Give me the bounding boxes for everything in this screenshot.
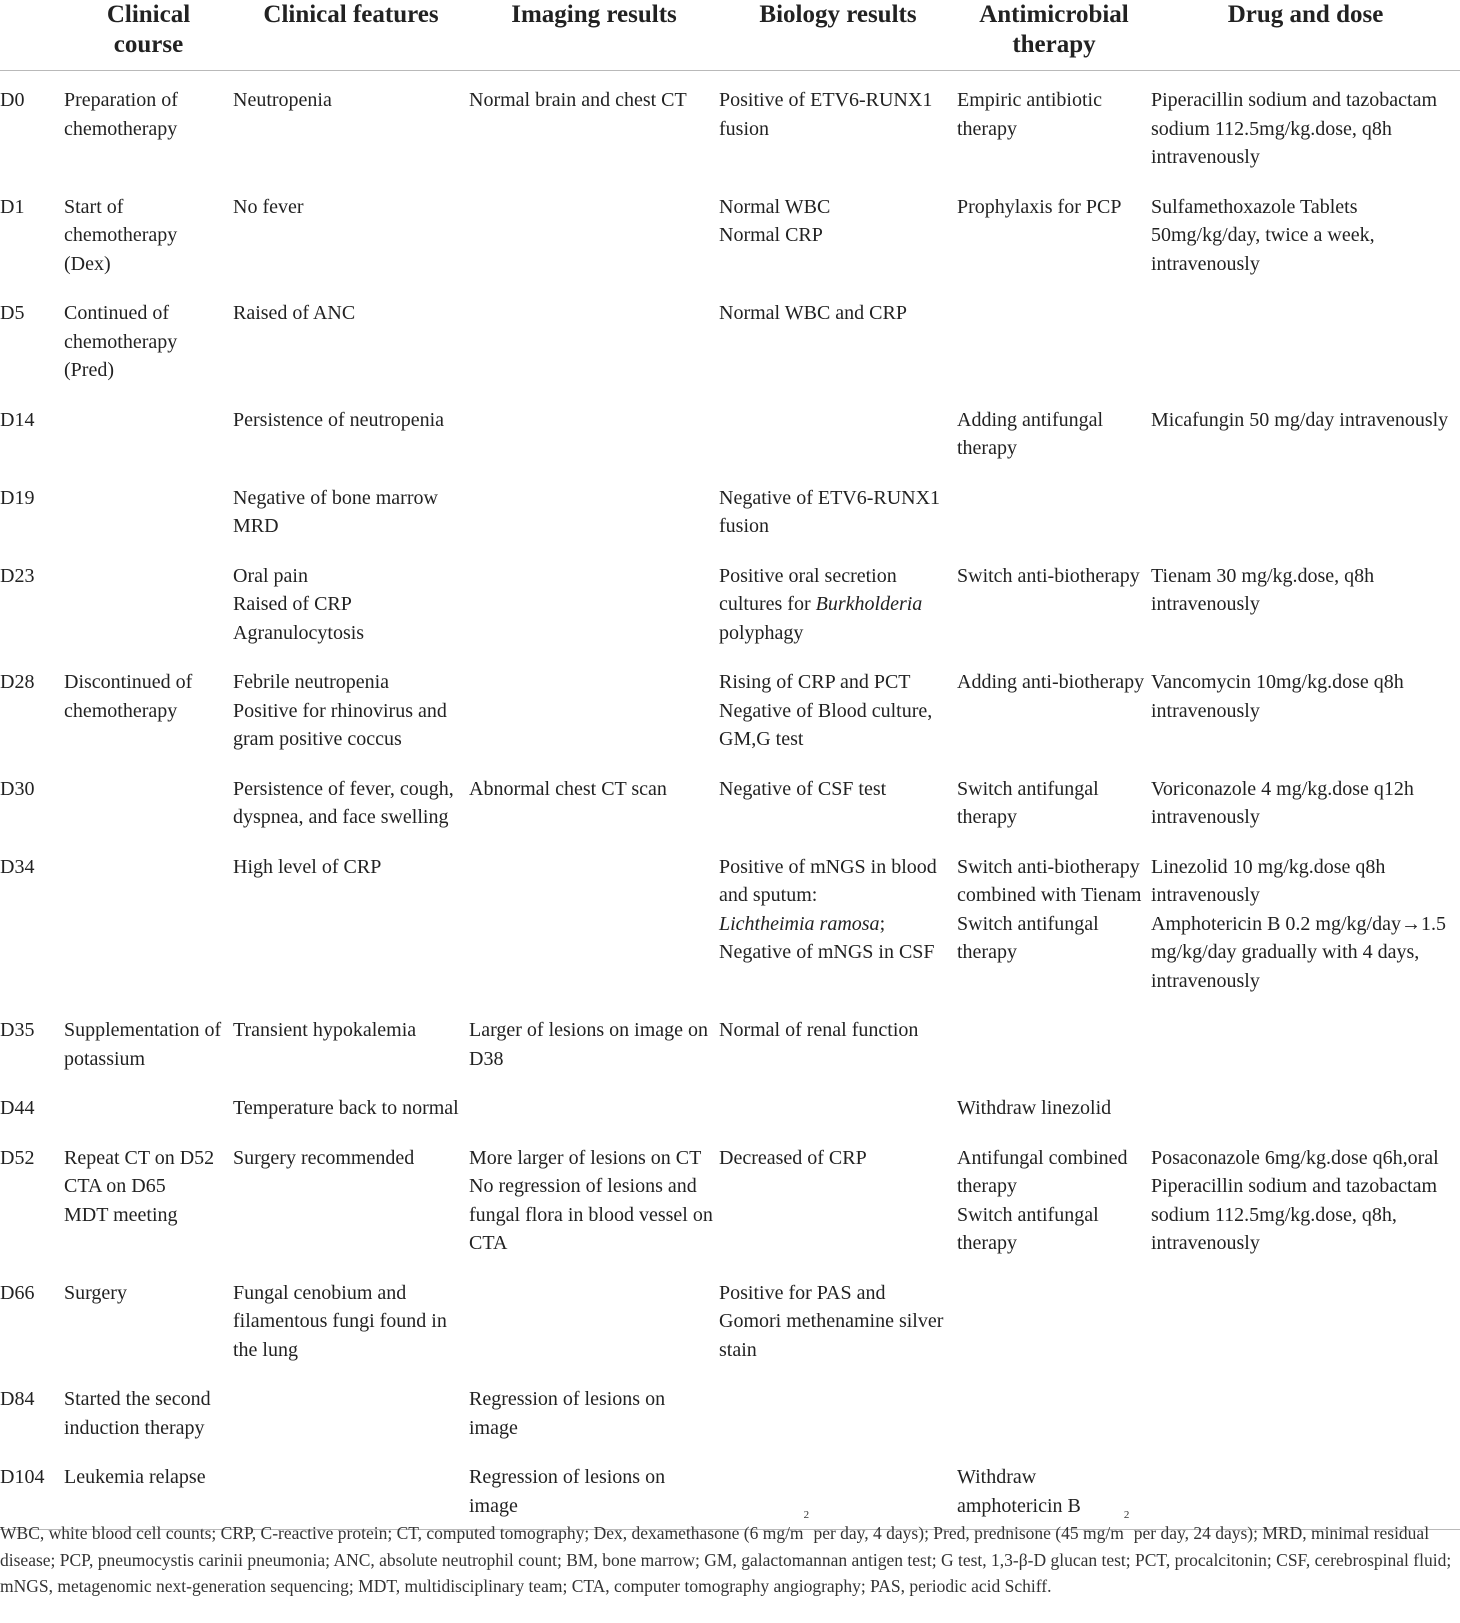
- cell-biology: [719, 391, 957, 469]
- cell-imaging: [469, 178, 719, 285]
- table-row: [0, 178, 1460, 285]
- cell-biology: [719, 1448, 957, 1530]
- col-header-clinical-course: Clinical course: [64, 0, 233, 71]
- cell-line: Switch anti-biotherapy: [957, 564, 1140, 587]
- cell-biology: [719, 1264, 957, 1371]
- cell-drug: [1151, 1001, 1460, 1079]
- cell-imaging: [469, 1448, 719, 1530]
- cell-line: Transient hypokalemia: [233, 1019, 417, 1041]
- cell-course: [64, 1370, 233, 1448]
- cell-line: Normal WBC and CRP: [719, 302, 907, 324]
- cell-line: Posaconazole 6mg/kg.dose q6h,oral: [1151, 1146, 1439, 1169]
- cell-therapy: [957, 838, 1151, 1002]
- cell-drug: [1151, 178, 1460, 285]
- cell-line: Start of chemotherapy (Dex): [64, 195, 178, 275]
- cell-line: Antifungal combined therapy: [957, 1146, 1128, 1197]
- cell-line: Switch antifungal therapy: [957, 777, 1099, 828]
- cell-features: [233, 284, 469, 391]
- cell-line: Neutropenia: [233, 89, 332, 111]
- cell-line: Piperacillin sodium and tazobactam sodium 112.5mg/kg.dose, q8h intravenously: [1151, 89, 1438, 168]
- cell-line: Normal brain and chest CT: [469, 89, 687, 111]
- footnote-text-3: per day, 24 days); MRD, minimal residual disease; PCP, pneumocystis carinii pneumonia; ANC, absolute neutrophil count; BM, bone marrow; GM, galactomannan antigen test; G test, 1,3-β-D glucan test; PCT, procalcitonin; CSF, cerebrospinal fluid; mNGS, metagenomic next-generation sequencing; MDT, multidisciplinary team; CTA, computer tomography angiography; PAS, periodic acid Schiff.: [0, 1523, 1452, 1596]
- cell-line: Normal CRP: [719, 224, 823, 246]
- cell-line: High level of CRP: [233, 855, 382, 878]
- cell-line: Linezolid 10 mg/kg.dose q8h intravenously: [1151, 855, 1386, 906]
- cell-drug: [1151, 1264, 1460, 1371]
- cell-line: Normal of renal function: [719, 1019, 919, 1041]
- cell-course: [64, 71, 233, 178]
- cell-line: Switch anti-biotherapy combined with Tienam: [957, 855, 1142, 906]
- cell-drug: [1151, 284, 1460, 391]
- cell-imaging: [469, 1001, 719, 1079]
- cell-drug: [1151, 653, 1460, 760]
- cell-course: [64, 760, 233, 838]
- table-row: [0, 1079, 1460, 1129]
- cell-line: Continued of chemotherapy (Pred): [64, 302, 178, 381]
- cell-line: Switch antifungal therapy: [957, 1203, 1099, 1254]
- footnote-text-1: WBC, white blood cell counts; CRP, C-reactive protein; CT, computed tomography; Dex, dexamethasone (6 mg/m: [0, 1523, 804, 1543]
- cell-biology: [719, 1079, 957, 1129]
- cell-line: Prophylaxis for PCP: [957, 195, 1122, 218]
- cell-line: Raised of ANC: [233, 302, 356, 324]
- cell-day: D44: [0, 1097, 35, 1119]
- cell-biology: [719, 653, 957, 760]
- cell-features: [233, 1448, 469, 1530]
- cell-features: [233, 1264, 469, 1371]
- cell-biology: [719, 838, 957, 1002]
- footnote-sup-2: 2: [1123, 1509, 1130, 1521]
- cell-day: D19: [0, 486, 35, 509]
- cell-day: D0: [0, 89, 25, 111]
- cell-features: [233, 1001, 469, 1079]
- cell-therapy: [957, 760, 1151, 838]
- cell-therapy: [957, 178, 1151, 285]
- table-row: [0, 547, 1460, 654]
- organism-name: Lichtheimia ramosa: [719, 912, 880, 935]
- cell-line: Regression of lesions on image: [469, 1466, 666, 1517]
- cell-course: [64, 1448, 233, 1530]
- cell-line: Raised of CRP: [233, 593, 352, 615]
- cell-line: Positive of ETV6-RUNX1 fusion: [719, 89, 933, 140]
- cell-features: [233, 391, 469, 469]
- cell-imaging: [469, 284, 719, 391]
- cell-line: Negative of CSF test: [719, 777, 887, 800]
- cell-imaging: [469, 653, 719, 760]
- table-row: [0, 1264, 1460, 1371]
- table-row: [0, 391, 1460, 469]
- cell-line: Negative of mNGS in CSF: [719, 941, 935, 963]
- cell-day: D35: [0, 1019, 35, 1041]
- cell-biology: [719, 469, 957, 547]
- cell-biology: [719, 1370, 957, 1448]
- cell-text: Burkholderia: [815, 593, 923, 615]
- table-row: [0, 1001, 1460, 1079]
- cell-line: Negative of Blood culture, GM,G test: [719, 699, 933, 750]
- cell-features: [233, 653, 469, 760]
- cell-imaging: [469, 1129, 719, 1264]
- cell-line: CTA on D65: [64, 1175, 166, 1197]
- cell-therapy: [957, 547, 1151, 654]
- cell-line: Withdraw linezolid: [957, 1097, 1112, 1119]
- cell-line: Adding antifungal therapy: [957, 408, 1104, 459]
- cell-biology: [719, 547, 957, 654]
- cell-therapy: [957, 653, 1151, 760]
- cell-course: [64, 1129, 233, 1264]
- cell-course: [64, 284, 233, 391]
- cell-drug: [1151, 838, 1460, 1002]
- cell-features: [233, 1079, 469, 1129]
- table-row: [0, 284, 1460, 391]
- cell-imaging: [469, 760, 719, 838]
- cell-course: [64, 547, 233, 654]
- cell-course: [64, 1264, 233, 1371]
- cell-line: Regression of lesions on image: [469, 1388, 666, 1439]
- table-row: [0, 1448, 1460, 1530]
- cell-day: D30: [0, 777, 35, 800]
- cell-drug: [1151, 760, 1460, 838]
- cell-line: No regression of lesions and fungal flora in blood vessel on CTA: [469, 1175, 713, 1254]
- cell-imaging: [469, 1370, 719, 1448]
- cell-line: Tienam 30 mg/kg.dose, q8h intravenously: [1151, 564, 1375, 615]
- cell-line: Micafungin 50 mg/day intravenously: [1151, 408, 1449, 431]
- cell-biology: [719, 1001, 957, 1079]
- cell-features: [233, 838, 469, 1002]
- cell-line: Persistence of neutropenia: [233, 408, 445, 431]
- cell-features: [233, 469, 469, 547]
- cell-drug: [1151, 547, 1460, 654]
- table-header-row: [0, 0, 1460, 71]
- cell-line: Positive for PAS and Gomori methenamine silver stain: [719, 1281, 944, 1361]
- cell-drug: [1151, 469, 1460, 547]
- footnote-text-2: per day, 4 days); Pred, prednisone (45 mg/m: [809, 1523, 1124, 1543]
- col-header-biology-results: Biology results: [719, 0, 957, 71]
- cell-line: Withdraw amphotericin B: [957, 1466, 1081, 1517]
- cell-imaging: [469, 1079, 719, 1129]
- cell-day: D104: [0, 1448, 64, 1530]
- cell-course: [64, 178, 233, 285]
- cell-line: Supplementation of potassium: [64, 1019, 222, 1070]
- cell-course: [64, 1001, 233, 1079]
- cell-imaging: [469, 838, 719, 1002]
- cell-therapy: [957, 71, 1151, 178]
- col-header-antimicrobial-therapy: Antimicrobial therapy: [957, 0, 1151, 71]
- cell-course: [64, 653, 233, 760]
- table-footnote: [0, 1509, 1458, 1600]
- cell-features: [233, 1129, 469, 1264]
- table-row: [0, 653, 1460, 760]
- cell-imaging: [469, 469, 719, 547]
- cell-day: D14: [0, 408, 35, 431]
- cell-line: Larger of lesions on image on D38: [469, 1019, 709, 1070]
- cell-line: Sulfamethoxazole Tablets 50mg/kg/day, twice a week, intravenously: [1151, 195, 1375, 275]
- cell-therapy: [957, 1001, 1151, 1079]
- cell-line: Agranulocytosis: [233, 621, 365, 644]
- cell-line: Surgery: [64, 1281, 127, 1304]
- cell-line: Persistence of fever, cough, dyspnea, and face swelling: [233, 777, 454, 828]
- cell-line: Febrile neutropenia: [233, 671, 390, 693]
- cell-day: D23: [0, 564, 35, 587]
- cell-line: Temperature back to normal: [233, 1097, 459, 1119]
- cell-line: Repeat CT on D52: [64, 1146, 215, 1169]
- cell-features: [233, 178, 469, 285]
- col-header-imaging-results: Imaging results: [469, 0, 719, 71]
- cell-biology: [719, 71, 957, 178]
- cell-day: D28: [0, 671, 35, 693]
- cell-features: [233, 71, 469, 178]
- table-row: [0, 469, 1460, 547]
- table-row: [0, 1129, 1460, 1264]
- cell-course: [64, 1079, 233, 1129]
- cell-day: D84: [0, 1388, 35, 1410]
- cell-course: [64, 391, 233, 469]
- cell-drug: [1151, 1448, 1460, 1530]
- cell-therapy: [957, 469, 1151, 547]
- cell-imaging: [469, 71, 719, 178]
- col-header-day: [0, 0, 64, 71]
- cell-line: Preparation of chemotherapy: [64, 89, 178, 140]
- cell-therapy: [957, 1129, 1151, 1264]
- table-row: [0, 760, 1460, 838]
- cell-day: D52: [0, 1146, 35, 1169]
- cell-line: Fungal cenobium and filamentous fungi found in the lung: [233, 1281, 447, 1361]
- cell-features: [233, 760, 469, 838]
- cell-line: Piperacillin sodium and tazobactam sodium 112.5mg/kg.dose, q8h, intravenously: [1151, 1175, 1438, 1254]
- cell-line: Negative of bone marrow MRD: [233, 486, 438, 537]
- cell-text: ;: [879, 912, 886, 935]
- cell-therapy: [957, 1370, 1151, 1448]
- cell-course: [64, 838, 233, 1002]
- table-row: [0, 71, 1460, 178]
- cell-line: No fever: [233, 195, 304, 218]
- cell-line: Voriconazole 4 mg/kg.dose q12h intravenously: [1151, 777, 1414, 828]
- cell-therapy: [957, 1264, 1151, 1371]
- col-header-drug-and-dose: Drug and dose: [1151, 0, 1460, 71]
- table-body: [0, 71, 1460, 1530]
- cell-line: Discontinued of chemotherapy: [64, 671, 193, 722]
- table-row: [0, 838, 1460, 1002]
- cell-text: Positive oral secretion cultures for: [719, 564, 897, 615]
- cell-biology: [719, 178, 957, 285]
- cell-course: [64, 469, 233, 547]
- cell-drug: [1151, 1079, 1460, 1129]
- cell-text: polyphagy: [719, 621, 804, 644]
- cell-therapy: [957, 1079, 1151, 1129]
- cell-line: Started the second induction therapy: [64, 1388, 211, 1439]
- cell-line: Decreased of CRP: [719, 1146, 867, 1169]
- cell-line: Oral pain: [233, 564, 308, 587]
- cell-imaging: [469, 547, 719, 654]
- cell-line: Rising of CRP and PCT: [719, 671, 911, 693]
- cell-imaging: [469, 1264, 719, 1371]
- cell-day: D34: [0, 855, 35, 878]
- cell-line: Surgery recommended: [233, 1146, 415, 1169]
- cell-therapy: [957, 391, 1151, 469]
- cell-line: Vancomycin 10mg/kg.dose q8h intravenously: [1151, 671, 1404, 722]
- cell-biology: [719, 284, 957, 391]
- cell-line: Switch antifungal therapy: [957, 912, 1099, 963]
- cell-day: D66: [0, 1281, 35, 1304]
- cell-therapy: [957, 1448, 1151, 1530]
- cell-line: Positive of mNGS in blood and sputum:: [719, 855, 937, 906]
- cell-day: D5: [0, 302, 25, 324]
- cell-drug: [1151, 1370, 1460, 1448]
- cell-drug: [1151, 1129, 1460, 1264]
- cell-drug: [1151, 71, 1460, 178]
- col-header-clinical-features: Clinical features: [233, 0, 469, 71]
- cell-drug: [1151, 391, 1460, 469]
- cell-line: More larger of lesions on CT: [469, 1146, 702, 1169]
- cell-features: [233, 547, 469, 654]
- cell-biology: [719, 1129, 957, 1264]
- cell-features: [233, 1370, 469, 1448]
- cell-line: Adding anti-biotherapy: [957, 671, 1145, 693]
- cell-line: Negative of ETV6-RUNX1 fusion: [719, 486, 941, 537]
- cell-line: Empiric antibiotic therapy: [957, 89, 1102, 140]
- cell-line: Positive for rhinovirus and gram positive coccus: [233, 699, 447, 750]
- cell-day: D1: [0, 195, 25, 218]
- cell-line: Abnormal chest CT scan: [469, 777, 667, 800]
- table-row: [0, 1370, 1460, 1448]
- cell-line: MDT meeting: [64, 1203, 178, 1226]
- cell-imaging: [469, 391, 719, 469]
- cell-therapy: [957, 284, 1151, 391]
- footnote-sup-1: 2: [803, 1509, 810, 1521]
- cell-line: Amphotericin B 0.2 mg/kg/day→1.5 mg/kg/day gradually with 4 days, intravenously: [1151, 912, 1446, 992]
- cell-line: Leukemia relapse: [64, 1466, 206, 1488]
- cell-biology: [719, 760, 957, 838]
- cell-line: Normal WBC: [719, 195, 831, 218]
